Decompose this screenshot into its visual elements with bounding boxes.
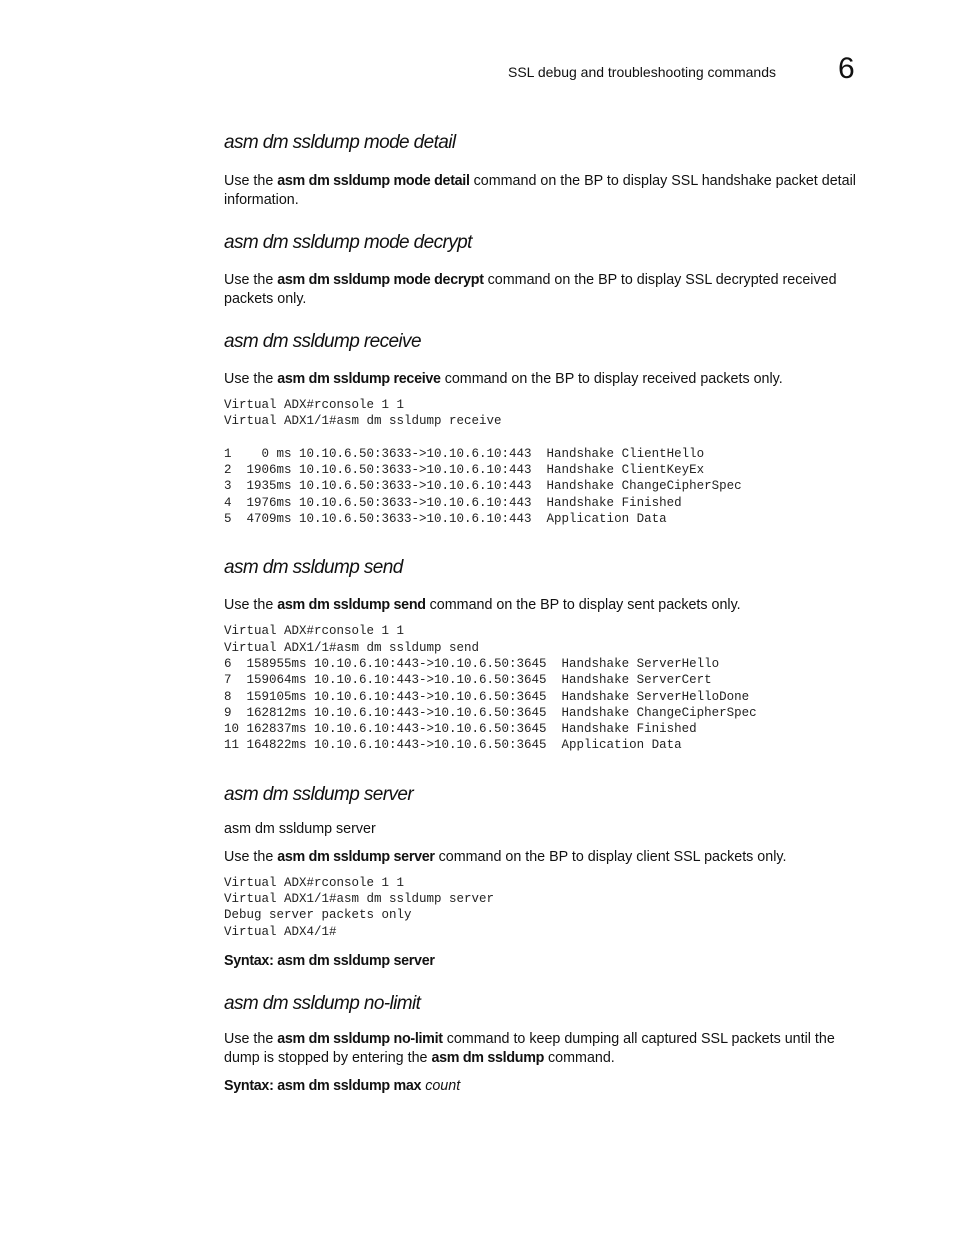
detail-description: Use the asm dm ssldump mode detail command on the BP to display SSL handshake packet detail information. [224, 173, 856, 208]
section-heading-send: asm dm ssldump send [224, 557, 403, 579]
section-heading-nolimit: asm dm ssldump no-limit [224, 992, 421, 1014]
nolimit-description: Use the asm dm ssldump no-limit command to keep dumping all captured SSL packets until the dump is stopped by entering the asm dm ssldump command. [224, 1030, 835, 1066]
command-name: asm dm ssldump send [277, 597, 426, 614]
section-heading-decrypt: asm dm ssldump mode decrypt [224, 232, 472, 253]
command-name: asm dm ssldump [431, 1049, 545, 1066]
server-command-line: asm dm ssldump server [224, 820, 376, 837]
section-heading-receive: asm dm ssldump receive [224, 331, 421, 352]
command-name: asm dm ssldump mode detail [277, 173, 470, 189]
server-code-example: Virtual ADX#rconsole 1 1 Virtual ADX1/1#asm dm ssldump server Debug server packets only Virtual ADX4/1# [224, 875, 495, 939]
decrypt-description: Use the asm dm ssldump mode decrypt command on the BP to display SSL decrypted received packets only. [224, 272, 837, 307]
send-code-example: Virtual ADX#rconsole 1 1 Virtual ADX1/1#asm dm ssldump send 6 158955ms 10.10.6.10:443->10.10.6.50:3645 Handshake ServerHello 7 159064ms 10.10.6.10:443->10.10.6.50:3645 Handshake ServerCert 8 159105ms 10.10.6.10:443->10.10.6.50:3645 Handshake ServerHelloDone 9 162812ms 10.10.6.10:443->10.10.6.50:3645 Handshake ChangeCipherSpec 10 162837ms 10.10.6.10:443->10.10.6.50:3645 Handshake Finished 11 164822ms 10.10.6.10:443->10.10.6.50:3645 Application Data [224, 624, 757, 753]
chapter-number: 6 [838, 52, 855, 85]
receive-description: Use the asm dm ssldump receive command on the BP to display received packets only. [224, 371, 783, 387]
section-heading-server: asm dm ssldump server [224, 783, 414, 805]
syntax-argument: count [425, 1077, 461, 1094]
command-name: asm dm ssldump server [277, 848, 435, 865]
command-name: asm dm ssldump receive [277, 371, 441, 387]
command-name: asm dm ssldump no-limit [277, 1030, 443, 1047]
command-name: asm dm ssldump mode decrypt [277, 272, 484, 288]
page-header-title: SSL debug and troubleshooting commands [508, 64, 776, 80]
send-description: Use the asm dm ssldump send command on the BP to display sent packets only. [224, 597, 741, 614]
section-heading-detail: asm dm ssldump mode detail [224, 132, 456, 153]
server-description: Use the asm dm ssldump server command on the BP to display client SSL packets only. [224, 848, 787, 865]
page-content [224, 132, 874, 1096]
nolimit-syntax: Syntax: asm dm ssldump max count [224, 1077, 461, 1094]
receive-code-example: Virtual ADX#rconsole 1 1 Virtual ADX1/1#asm dm ssldump receive 1 0 ms 10.10.6.50:3633->10.10.6.10:443 Handshake ClientHello 2 1906ms 10.10.6.50:3633->10.10.6.10:443 Handshake ClientKeyEx 3 1935ms 10.10.6.50:3633->10.10.6.10:443 Handshake ChangeCipherSpec 4 1976ms 10.10.6.50:3633->10.10.6.10:443 Handshake Finished 5 4709ms 10.10.6.50:3633->10.10.6.10:443 Application Data [224, 398, 742, 527]
server-syntax: Syntax: asm dm ssldump server [224, 952, 435, 969]
